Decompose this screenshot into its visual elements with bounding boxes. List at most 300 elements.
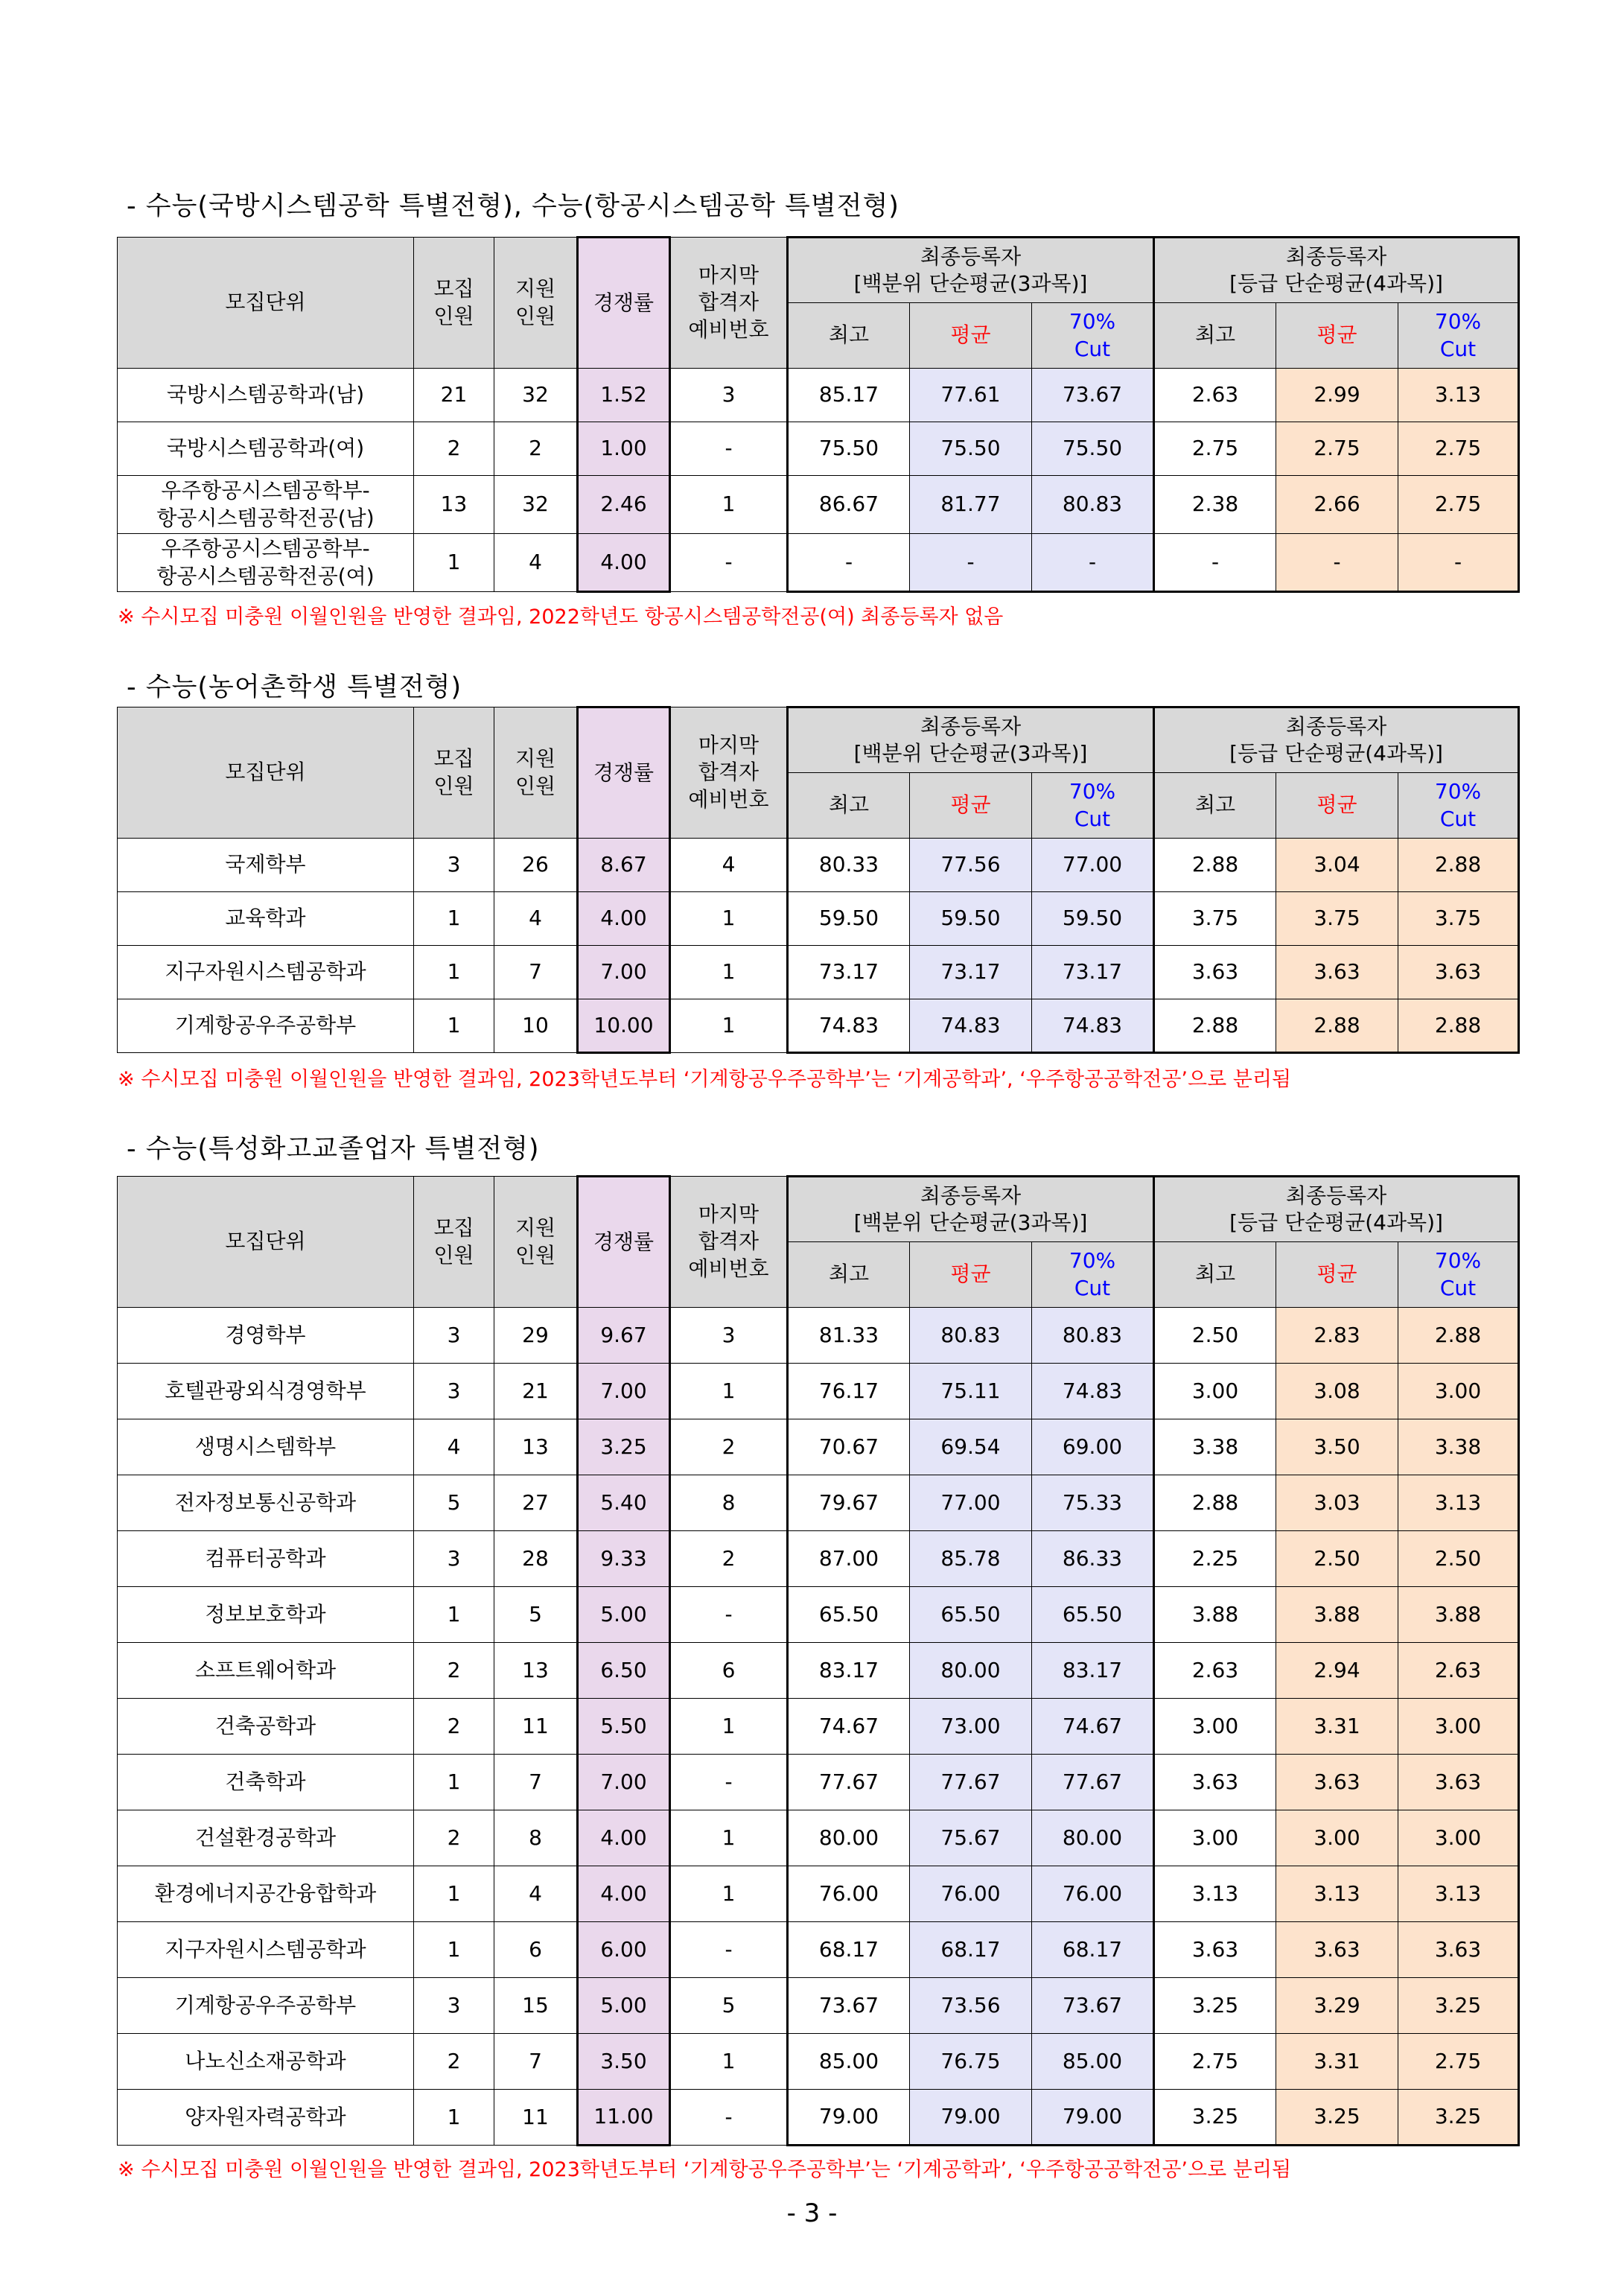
table-cell: 지구자원시스템공학과 [118, 1922, 414, 1978]
table-cell: 3.00 [1398, 1699, 1519, 1755]
table-cell: 59.50 [1032, 892, 1154, 946]
table-cell: 1 [670, 892, 788, 946]
table-cell: 74.83 [1032, 999, 1154, 1053]
table-cell: 1.00 [578, 422, 670, 476]
col-header-max: 최고 [788, 1242, 910, 1308]
table-cell: 74.83 [788, 999, 910, 1053]
table-cell: 2 [414, 1643, 494, 1699]
table-cell: 83.17 [788, 1643, 910, 1699]
table-cell: 2 [670, 1419, 788, 1475]
col-header-rate: 경쟁률 [578, 707, 670, 839]
table-row [118, 422, 1519, 476]
table-cell: 75.33 [1032, 1475, 1154, 1531]
table-row [118, 1364, 1519, 1419]
table-cell: 2.50 [1276, 1531, 1398, 1587]
table-cell: 교육학과 [118, 892, 414, 946]
table-row [118, 1922, 1519, 1978]
col-header-quota: 모집 인원 [414, 238, 494, 369]
table-cell: - [1154, 534, 1276, 592]
table-cell: 5.00 [578, 1587, 670, 1643]
table-cell: 85.17 [788, 369, 910, 422]
table-cell: 4.00 [578, 1866, 670, 1922]
table-cell: 80.00 [910, 1643, 1032, 1699]
table-cell: 국방시스템공학과(여) [118, 422, 414, 476]
col-header-quota: 모집 인원 [414, 1177, 494, 1308]
table-cell: 3.13 [1276, 1866, 1398, 1922]
table-cell: 7.00 [578, 1755, 670, 1810]
table-cell: 3.88 [1154, 1587, 1276, 1643]
table-cell: 80.00 [788, 1810, 910, 1866]
table-cell: 68.17 [788, 1922, 910, 1978]
table-cell: 73.67 [1032, 1978, 1154, 2034]
col-header-max: 최고 [1154, 773, 1276, 839]
table-row [118, 369, 1519, 422]
table-cell: 8 [494, 1810, 578, 1866]
table-cell: 3 [414, 1978, 494, 2034]
table-cell: 2 [414, 2034, 494, 2090]
table-cell: 정보보호학과 [118, 1587, 414, 1643]
table-cell: 국제학부 [118, 839, 414, 892]
table-cell: 1 [670, 1364, 788, 1419]
table-cell: 15 [494, 1978, 578, 2034]
table-cell: 양자원자력공학과 [118, 2090, 414, 2146]
table-cell: 11 [494, 2090, 578, 2146]
col-header-max: 최고 [788, 773, 910, 839]
col-header-cut: 70% Cut [1398, 303, 1519, 369]
table-cell: 3.63 [1276, 946, 1398, 999]
table-cell: 2 [414, 1810, 494, 1866]
table-row [118, 1587, 1519, 1643]
table-cell: 2.50 [1154, 1308, 1276, 1364]
table-cell: - [910, 534, 1032, 592]
col-header-grade-group: 최종등록자 [등급 단순평균(4과목)] [1154, 707, 1519, 773]
col-header-rate: 경쟁률 [578, 1177, 670, 1308]
table-cell: 2.75 [1398, 2034, 1519, 2090]
table-row [118, 2034, 1519, 2090]
table-cell: 기계항공우주공학부 [118, 1978, 414, 2034]
table-cell: 8 [670, 1475, 788, 1531]
col-header-unit: 모집단위 [118, 1177, 414, 1308]
table-cell: 75.50 [910, 422, 1032, 476]
table-cell: 10 [494, 999, 578, 1053]
table-cell: 6.50 [578, 1643, 670, 1699]
table-cell: 26 [494, 839, 578, 892]
table-cell: 3.29 [1276, 1978, 1398, 2034]
table-cell: 21 [414, 369, 494, 422]
table-cell: 69.54 [910, 1419, 1032, 1475]
table-cell: 73.17 [910, 946, 1032, 999]
table-cell: 77.00 [910, 1475, 1032, 1531]
table-cell: 79.00 [1032, 2090, 1154, 2146]
table-cell: 68.17 [910, 1922, 1032, 1978]
table-cell: 79.00 [910, 2090, 1032, 2146]
table-cell: 3.00 [1154, 1699, 1276, 1755]
table-cell: 4 [494, 1866, 578, 1922]
results-table [117, 706, 1520, 1054]
table-cell: 소프트웨어학과 [118, 1643, 414, 1699]
table-cell: 3 [414, 1364, 494, 1419]
table-cell: 경영학부 [118, 1308, 414, 1364]
table-row [118, 1866, 1519, 1922]
table-cell: 생명시스템학부 [118, 1419, 414, 1475]
table-cell: 4.00 [578, 892, 670, 946]
col-header-percentile-group: 최종등록자 [백분위 단순평균(3과목)] [788, 1177, 1154, 1242]
table-cell: 80.83 [1032, 1308, 1154, 1364]
table-row [118, 999, 1519, 1053]
table-row [118, 1699, 1519, 1755]
table-cell: 73.56 [910, 1978, 1032, 2034]
table-cell: 3.31 [1276, 1699, 1398, 1755]
table-cell: 74.83 [910, 999, 1032, 1053]
table-cell: 1 [670, 1810, 788, 1866]
table-cell: 3.63 [1398, 1922, 1519, 1978]
col-header-max: 최고 [1154, 303, 1276, 369]
table-cell: 59.50 [910, 892, 1032, 946]
section-title: - 수능(국방시스템공학 특별전형), 수능(항공시스템공학 특별전형) [127, 191, 899, 221]
table-cell: 환경에너지공간융합학과 [118, 1866, 414, 1922]
table-cell: 3.00 [1276, 1810, 1398, 1866]
table-cell: 5 [414, 1475, 494, 1531]
table-cell: 컴퓨터공학과 [118, 1531, 414, 1587]
section-title: - 수능(농어촌학생 특별전형) [127, 672, 462, 702]
table-cell: 3.75 [1276, 892, 1398, 946]
table-cell: 77.67 [910, 1755, 1032, 1810]
col-header-waitlist: 마지막 합격자 예비번호 [670, 1177, 788, 1308]
table-cell: 1 [670, 1866, 788, 1922]
table-cell: 2.75 [1398, 422, 1519, 476]
table-cell: 75.67 [910, 1810, 1032, 1866]
table-cell: 80.83 [1032, 476, 1154, 534]
table-row [118, 1308, 1519, 1364]
results-table [117, 1175, 1520, 2146]
table-cell: 10.00 [578, 999, 670, 1053]
table-cell: 86.33 [1032, 1531, 1154, 1587]
table-cell: 2.75 [1398, 476, 1519, 534]
table-cell: 건축학과 [118, 1755, 414, 1810]
table-cell: - [670, 422, 788, 476]
table-row [118, 1755, 1519, 1810]
table-cell: 3 [670, 1308, 788, 1364]
table-cell: 3.13 [1398, 1475, 1519, 1531]
col-header-avg: 평균 [1276, 1242, 1398, 1308]
table-cell: 5.00 [578, 1978, 670, 2034]
table-cell: 2.99 [1276, 369, 1398, 422]
table-cell: 4 [494, 892, 578, 946]
table-cell: 7.00 [578, 946, 670, 999]
table-cell: 81.33 [788, 1308, 910, 1364]
table-cell: 5.40 [578, 1475, 670, 1531]
table-row [118, 1531, 1519, 1587]
table-cell: 77.67 [1032, 1755, 1154, 1810]
table-cell: 3.25 [1276, 2090, 1398, 2146]
table-cell: 3.13 [1154, 1866, 1276, 1922]
table-cell: 65.50 [788, 1587, 910, 1643]
table-cell: 2.88 [1154, 839, 1276, 892]
table-cell: 81.77 [910, 476, 1032, 534]
table-cell: 3.63 [1154, 946, 1276, 999]
table-cell: 59.50 [788, 892, 910, 946]
table-cell: 건설환경공학과 [118, 1810, 414, 1866]
table-cell: 2.88 [1276, 999, 1398, 1053]
table-cell: 4.00 [578, 534, 670, 592]
table-cell: 3.00 [1398, 1810, 1519, 1866]
table-row [118, 1643, 1519, 1699]
col-header-max: 최고 [788, 303, 910, 369]
table-cell: 29 [494, 1308, 578, 1364]
col-header-cut: 70% Cut [1032, 773, 1154, 839]
table-cell: 1 [414, 892, 494, 946]
table-cell: 3.63 [1276, 1922, 1398, 1978]
table-cell: 1 [670, 946, 788, 999]
table-cell: 2.50 [1398, 1531, 1519, 1587]
table-cell: 지구자원시스템공학과 [118, 946, 414, 999]
table-cell: 74.67 [788, 1699, 910, 1755]
table-cell: 3.63 [1154, 1922, 1276, 1978]
col-header-percentile-group: 최종등록자 [백분위 단순평균(3과목)] [788, 707, 1154, 773]
col-header-avg: 평균 [1276, 303, 1398, 369]
table-cell: 2.88 [1398, 1308, 1519, 1364]
table-cell: 7 [494, 1755, 578, 1810]
table-cell: 3.63 [1398, 946, 1519, 999]
table-cell: 3.63 [1276, 1755, 1398, 1810]
page-number: - 3 - [786, 2198, 838, 2228]
table-cell: 2.88 [1154, 999, 1276, 1053]
table-cell: 3.13 [1398, 369, 1519, 422]
table-cell: 2.66 [1276, 476, 1398, 534]
col-header-applicants: 지원 인원 [494, 707, 578, 839]
table-cell: 우주항공시스템공학부- 항공시스템공학전공(여) [118, 534, 414, 592]
table-cell: 86.67 [788, 476, 910, 534]
table-cell: 11 [494, 1699, 578, 1755]
table-row [118, 1475, 1519, 1531]
table-cell: 3.25 [1154, 2090, 1276, 2146]
table-row [118, 1978, 1519, 2034]
table-cell: 73.67 [1032, 369, 1154, 422]
table-cell: 13 [494, 1419, 578, 1475]
table-cell: 75.50 [788, 422, 910, 476]
table-cell: 3.75 [1154, 892, 1276, 946]
table-cell: 6 [670, 1643, 788, 1699]
table-cell: 2.63 [1154, 1643, 1276, 1699]
table-cell: 76.00 [1032, 1866, 1154, 1922]
table-row [118, 1810, 1519, 1866]
section-title: - 수능(특성화고교졸업자 특별전형) [127, 1134, 540, 1164]
table-cell: 70.67 [788, 1419, 910, 1475]
table-row [118, 892, 1519, 946]
table-cell: 73.17 [788, 946, 910, 999]
table-cell: - [788, 534, 910, 592]
table-row [118, 476, 1519, 534]
table-cell: 73.00 [910, 1699, 1032, 1755]
table-cell: - [670, 1587, 788, 1643]
col-header-unit: 모집단위 [118, 238, 414, 369]
col-header-waitlist: 마지막 합격자 예비번호 [670, 238, 788, 369]
table-cell: 2.83 [1276, 1308, 1398, 1364]
table-cell: 2.75 [1154, 2034, 1276, 2090]
table-cell: 건축공학과 [118, 1699, 414, 1755]
table-cell: 3.38 [1154, 1419, 1276, 1475]
table-cell: 65.50 [1032, 1587, 1154, 1643]
table-cell: 11.00 [578, 2090, 670, 2146]
table-cell: 87.00 [788, 1531, 910, 1587]
table-cell: 77.61 [910, 369, 1032, 422]
table-cell: 기계항공우주공학부 [118, 999, 414, 1053]
table-cell: 4 [494, 534, 578, 592]
table-cell: 2.75 [1154, 422, 1276, 476]
table-cell: - [1032, 534, 1154, 592]
table-cell: 13 [494, 1643, 578, 1699]
table-cell: 9.67 [578, 1308, 670, 1364]
table-cell: 5 [670, 1978, 788, 2034]
table-row [118, 534, 1519, 592]
table-cell: 76.00 [910, 1866, 1032, 1922]
col-header-rate: 경쟁률 [578, 238, 670, 369]
table-cell: 5.50 [578, 1699, 670, 1755]
table-cell: 1 [414, 1866, 494, 1922]
table-cell: 3 [414, 839, 494, 892]
table-cell: 전자정보통신공학과 [118, 1475, 414, 1531]
table-cell: 3.25 [1398, 2090, 1519, 2146]
table-cell: 28 [494, 1531, 578, 1587]
table-cell: 77.67 [788, 1755, 910, 1810]
table-cell: 3.13 [1398, 1866, 1519, 1922]
table-cell: 2.38 [1154, 476, 1276, 534]
col-header-cut: 70% Cut [1398, 773, 1519, 839]
col-header-avg: 평균 [910, 773, 1032, 839]
table-cell: 79.00 [788, 2090, 910, 2146]
table-cell: 73.17 [1032, 946, 1154, 999]
col-header-cut: 70% Cut [1032, 303, 1154, 369]
footnote: ※ 수시모집 미충원 이월인원을 반영한 결과임, 2023학년도부터 ‘기계항공우주공학부’는 ‘기계공학과’, ‘우주항공공학전공’으로 분리됨 [118, 1068, 1292, 1091]
table-cell: 1 [414, 534, 494, 592]
table-cell: 3.25 [1398, 1978, 1519, 2034]
col-header-quota: 모집 인원 [414, 707, 494, 839]
table-cell: 2.25 [1154, 1531, 1276, 1587]
table-cell: 7 [494, 946, 578, 999]
col-header-avg: 평균 [910, 303, 1032, 369]
table-cell: 80.33 [788, 839, 910, 892]
table-cell: 1 [670, 1699, 788, 1755]
table-cell: 1 [414, 1922, 494, 1978]
table-cell: 4 [414, 1419, 494, 1475]
col-header-cut: 70% Cut [1032, 1242, 1154, 1308]
table-cell: 2 [670, 1531, 788, 1587]
table-cell: 3.04 [1276, 839, 1398, 892]
table-cell: 3.00 [1398, 1364, 1519, 1419]
table-cell: 2 [494, 422, 578, 476]
table-cell: 73.67 [788, 1978, 910, 2034]
table-row [118, 1419, 1519, 1475]
table-cell: - [1276, 534, 1398, 592]
table-cell: 3 [414, 1531, 494, 1587]
table-cell: 4.00 [578, 1810, 670, 1866]
table-cell: - [670, 2090, 788, 2146]
table-cell: 2.88 [1154, 1475, 1276, 1531]
table-cell: 3.50 [1276, 1419, 1398, 1475]
table-cell: 9.33 [578, 1531, 670, 1587]
col-header-applicants: 지원 인원 [494, 238, 578, 369]
table-row [118, 839, 1519, 892]
table-cell: 1 [414, 2090, 494, 2146]
table-cell: 3.08 [1276, 1364, 1398, 1419]
table-cell: 1.52 [578, 369, 670, 422]
table-cell: 13 [414, 476, 494, 534]
table-cell: 85.00 [788, 2034, 910, 2090]
col-header-grade-group: 최종등록자 [등급 단순평균(4과목)] [1154, 238, 1519, 303]
table-cell: 3.50 [578, 2034, 670, 2090]
table-cell: 2.88 [1398, 839, 1519, 892]
table-cell: - [670, 1755, 788, 1810]
table-cell: - [1398, 534, 1519, 592]
table-cell: 4 [670, 839, 788, 892]
table-cell: 3.25 [578, 1419, 670, 1475]
col-header-applicants: 지원 인원 [494, 1177, 578, 1308]
col-header-percentile-group: 최종등록자 [백분위 단순평균(3과목)] [788, 238, 1154, 303]
table-cell: 3 [670, 369, 788, 422]
col-header-cut: 70% Cut [1398, 1242, 1519, 1308]
table-cell: 1 [670, 999, 788, 1053]
table-cell: 85.00 [1032, 2034, 1154, 2090]
table-cell: 5 [494, 1587, 578, 1643]
table-cell: 2.63 [1398, 1643, 1519, 1699]
col-header-avg: 평균 [910, 1242, 1032, 1308]
table-row [118, 2090, 1519, 2146]
table-cell: 76.75 [910, 2034, 1032, 2090]
table-cell: 3 [414, 1308, 494, 1364]
table-cell: 3.31 [1276, 2034, 1398, 2090]
footnote: ※ 수시모집 미충원 이월인원을 반영한 결과임, 2023학년도부터 ‘기계항공우주공학부’는 ‘기계공학과’, ‘우주항공공학전공’으로 분리됨 [118, 2158, 1292, 2181]
table-cell: 77.00 [1032, 839, 1154, 892]
table-cell: 나노신소재공학과 [118, 2034, 414, 2090]
table-cell: 3.75 [1398, 892, 1519, 946]
table-cell: 32 [494, 369, 578, 422]
table-cell: 3.63 [1154, 1755, 1276, 1810]
table-cell: 27 [494, 1475, 578, 1531]
table-cell: 74.67 [1032, 1699, 1154, 1755]
table-cell: 호텔관광외식경영학부 [118, 1364, 414, 1419]
table-cell: 77.56 [910, 839, 1032, 892]
table-cell: 3.63 [1398, 1755, 1519, 1810]
table-cell: 2.94 [1276, 1643, 1398, 1699]
table-cell: 68.17 [1032, 1922, 1154, 1978]
table-cell: 3.25 [1154, 1978, 1276, 2034]
table-cell: 85.78 [910, 1531, 1032, 1587]
table-cell: 3.88 [1276, 1587, 1398, 1643]
table-cell: 2.46 [578, 476, 670, 534]
table-cell: 1 [414, 946, 494, 999]
table-cell: 우주항공시스템공학부- 항공시스템공학전공(남) [118, 476, 414, 534]
table-cell: 3.38 [1398, 1419, 1519, 1475]
table-cell: 65.50 [910, 1587, 1032, 1643]
table-cell: 2 [414, 1699, 494, 1755]
table-cell: 2.63 [1154, 369, 1276, 422]
table-cell: 83.17 [1032, 1643, 1154, 1699]
col-header-waitlist: 마지막 합격자 예비번호 [670, 707, 788, 839]
table-cell: 6.00 [578, 1922, 670, 1978]
table-cell: 7 [494, 2034, 578, 2090]
col-header-max: 최고 [1154, 1242, 1276, 1308]
table-cell: 3.00 [1154, 1364, 1276, 1419]
table-cell: 3.03 [1276, 1475, 1398, 1531]
table-cell: 75.50 [1032, 422, 1154, 476]
table-cell: 69.00 [1032, 1419, 1154, 1475]
table-cell: 1 [414, 999, 494, 1053]
footnote: ※ 수시모집 미충원 이월인원을 반영한 결과임, 2022학년도 항공시스템공학전공(여) 최종등록자 없음 [118, 605, 1004, 629]
table-cell: - [670, 1922, 788, 1978]
table-cell: 1 [414, 1587, 494, 1643]
table-cell: 1 [414, 1755, 494, 1810]
table-cell: 2.88 [1398, 999, 1519, 1053]
